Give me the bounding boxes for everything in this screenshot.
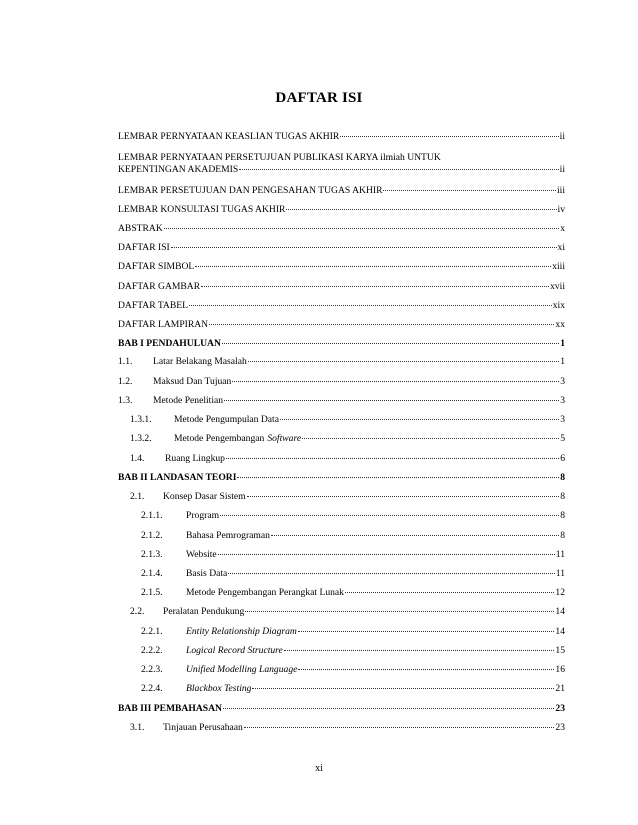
toc-page-number: ii bbox=[559, 131, 565, 142]
toc-label: Program bbox=[186, 510, 220, 521]
dot-leader bbox=[298, 669, 554, 670]
dot-leader bbox=[237, 477, 559, 478]
toc-label: LEMBAR KONSULTASI TUGAS AKHIR bbox=[118, 204, 286, 215]
dot-leader bbox=[271, 535, 559, 536]
toc-page-number: 1 bbox=[560, 338, 565, 349]
toc-label: Metode Penelitian bbox=[153, 395, 224, 406]
toc-page-number: 3 bbox=[560, 395, 565, 406]
toc-page-number: iv bbox=[557, 204, 565, 215]
dot-leader bbox=[252, 688, 554, 689]
toc-entry[interactable] bbox=[130, 453, 565, 464]
toc-entry[interactable] bbox=[118, 185, 565, 196]
toc-label: Blackbox Testing bbox=[186, 683, 252, 694]
section-number: 1.2. bbox=[118, 376, 133, 387]
toc-label: Tinjauan Perusahaan bbox=[163, 722, 243, 733]
toc-label: Metode Pengembangan Perangkat Lunak bbox=[186, 587, 344, 598]
dot-leader bbox=[345, 592, 554, 593]
toc-label: Konsep Dasar Sistem bbox=[163, 491, 246, 502]
toc-page-number: 23 bbox=[555, 703, 565, 714]
toc-label: Logical Record Structure bbox=[186, 645, 283, 656]
dot-leader bbox=[280, 419, 559, 420]
dot-leader bbox=[228, 573, 554, 574]
dot-leader bbox=[298, 631, 555, 632]
toc-page-number: xi bbox=[557, 242, 565, 253]
toc-page-number: xix bbox=[552, 300, 565, 311]
toc-page-number: 8 bbox=[560, 510, 565, 521]
dot-leader bbox=[224, 400, 559, 401]
toc-label: LEMBAR PERNYATAAN PERSETUJUAN PUBLIKASI KARYA ilmiah UNTUK bbox=[118, 152, 441, 163]
section-number: 1.3. bbox=[118, 395, 133, 406]
dot-leader bbox=[218, 554, 555, 555]
toc-chapter[interactable] bbox=[118, 338, 565, 349]
dot-leader bbox=[195, 266, 551, 267]
toc-label: Latar Belakang Masalah bbox=[153, 356, 247, 367]
toc-entry[interactable] bbox=[141, 587, 565, 598]
dot-leader bbox=[171, 247, 557, 248]
toc-entry[interactable] bbox=[118, 223, 565, 234]
toc-entry[interactable] bbox=[118, 356, 565, 367]
toc-page-number: 8 bbox=[560, 472, 565, 483]
toc-label: DAFTAR ISI bbox=[118, 242, 170, 253]
toc-entry[interactable] bbox=[141, 664, 565, 675]
dot-leader bbox=[340, 136, 558, 137]
toc-entry[interactable] bbox=[130, 606, 565, 617]
toc-page-number: xx bbox=[555, 319, 565, 330]
dot-leader bbox=[286, 209, 556, 210]
section-number: 2.1.4. bbox=[141, 568, 163, 579]
toc-label: Website bbox=[186, 549, 217, 560]
toc-entry[interactable] bbox=[141, 683, 565, 694]
toc-entry[interactable] bbox=[118, 164, 565, 175]
toc-page-number: 23 bbox=[555, 722, 565, 733]
toc-label: BAB II LANDASAN TEORI bbox=[118, 472, 237, 483]
section-number: 1.4. bbox=[130, 453, 145, 464]
toc-entry[interactable] bbox=[141, 549, 565, 560]
toc-page-number: xvii bbox=[550, 281, 565, 292]
section-number: 1.1. bbox=[118, 356, 133, 367]
toc-label: LEMBAR PERSETUJUAN DAN PENGESAHAN TUGAS AKHIR bbox=[118, 185, 383, 196]
toc-page-number: 12 bbox=[555, 587, 565, 598]
toc-entry[interactable] bbox=[141, 568, 565, 579]
toc-entry[interactable] bbox=[130, 414, 565, 425]
page-title: DAFTAR ISI bbox=[275, 90, 363, 106]
toc-entry[interactable] bbox=[118, 261, 565, 272]
section-number: 2.2.3. bbox=[141, 664, 163, 675]
toc-page-number: 11 bbox=[555, 549, 565, 560]
section-number: 2.1.1. bbox=[141, 510, 163, 521]
toc-entry[interactable] bbox=[118, 281, 565, 292]
toc-label: Entity Relationship Diagram bbox=[186, 626, 297, 637]
toc-entry[interactable] bbox=[118, 319, 565, 330]
dot-leader bbox=[226, 458, 559, 459]
section-number: 1.3.2. bbox=[130, 433, 152, 444]
dot-leader bbox=[222, 343, 559, 344]
dot-leader bbox=[284, 650, 555, 651]
toc-label: Bahasa Pemrograman bbox=[186, 530, 270, 541]
toc-label: DAFTAR GAMBAR bbox=[118, 281, 201, 292]
toc-page-number: 1 bbox=[560, 356, 565, 367]
dot-leader bbox=[245, 611, 554, 612]
toc-label: DAFTAR LAMPIRAN bbox=[118, 319, 209, 330]
toc-entry[interactable] bbox=[118, 242, 565, 253]
toc-label: Basis Data bbox=[186, 568, 228, 579]
toc-entry[interactable] bbox=[130, 722, 565, 733]
section-number: 2.1.5. bbox=[141, 587, 163, 598]
dot-leader bbox=[223, 708, 554, 709]
toc-page-number: x bbox=[560, 223, 565, 234]
toc-label: KEPENTINGAN AKADEMIS bbox=[118, 164, 239, 175]
toc-entry[interactable] bbox=[141, 530, 565, 541]
toc-label: DAFTAR TABEL bbox=[118, 300, 188, 311]
toc-page-number: 8 bbox=[560, 491, 565, 502]
toc-entry[interactable] bbox=[141, 645, 565, 656]
toc-page-number: 8 bbox=[560, 530, 565, 541]
toc-page-number: 3 bbox=[560, 376, 565, 387]
section-number: 2.2.1. bbox=[141, 626, 163, 637]
section-number: 1.3.1. bbox=[130, 414, 152, 425]
toc-page-number: iii bbox=[557, 185, 565, 196]
section-number: 2.1. bbox=[130, 491, 145, 502]
toc-entry[interactable] bbox=[118, 300, 565, 311]
toc-chapter[interactable] bbox=[118, 703, 565, 714]
dot-leader bbox=[244, 727, 555, 728]
section-number: 2.1.3. bbox=[141, 549, 163, 560]
toc-entry[interactable] bbox=[141, 626, 565, 637]
toc-label: BAB III PEMBAHASAN bbox=[118, 703, 222, 714]
dot-leader bbox=[383, 190, 556, 191]
section-number: 3.1. bbox=[130, 722, 145, 733]
toc-page-number: 21 bbox=[555, 683, 565, 694]
dot-leader bbox=[209, 324, 554, 325]
section-number: 2.2.2. bbox=[141, 645, 163, 656]
toc-label-italic: Software bbox=[267, 433, 302, 444]
toc-page-number: 16 bbox=[555, 664, 565, 675]
toc-label: Peralatan Pendukung bbox=[163, 606, 245, 617]
toc-chapter[interactable] bbox=[118, 472, 565, 483]
section-number: 2.1.2. bbox=[141, 530, 163, 541]
toc-entry[interactable] bbox=[118, 395, 565, 406]
toc-label: Unified Modelling Language bbox=[186, 664, 298, 675]
dot-leader bbox=[239, 169, 558, 170]
toc-label: Metode Pengumpulan Data bbox=[174, 414, 279, 425]
toc-entry[interactable] bbox=[118, 131, 565, 142]
toc-page-number: 3 bbox=[560, 414, 565, 425]
dot-leader bbox=[232, 381, 559, 382]
toc-page-number: ii bbox=[559, 164, 565, 175]
toc-entry[interactable] bbox=[141, 510, 565, 521]
toc-entry[interactable] bbox=[130, 491, 565, 502]
toc-page-number: 15 bbox=[555, 645, 565, 656]
toc-label: Maksud Dan Tujuan bbox=[153, 376, 232, 387]
toc-page-number: xiii bbox=[552, 261, 565, 272]
toc-page-number: 14 bbox=[555, 606, 565, 617]
toc-label: DAFTAR SIMBOL bbox=[118, 261, 195, 272]
toc-page-number: 6 bbox=[560, 453, 565, 464]
toc-page-number: 11 bbox=[555, 568, 565, 579]
toc-entry[interactable] bbox=[130, 433, 565, 444]
toc-page-number: 5 bbox=[560, 433, 565, 444]
dot-leader bbox=[302, 438, 559, 439]
dot-leader bbox=[164, 228, 559, 229]
section-number: 2.2. bbox=[130, 606, 145, 617]
dot-leader bbox=[248, 361, 559, 362]
page-number-footer: xi bbox=[315, 763, 323, 774]
toc-page-number: 14 bbox=[555, 626, 565, 637]
dot-leader bbox=[247, 496, 560, 497]
toc-label: Ruang Lingkup bbox=[165, 453, 225, 464]
toc-label: Metode Pengembangan bbox=[174, 433, 265, 444]
toc-entry-line1[interactable] bbox=[118, 152, 441, 163]
dot-leader bbox=[201, 286, 549, 287]
toc-entry[interactable] bbox=[118, 376, 565, 387]
toc-label: BAB I PENDAHULUAN bbox=[118, 338, 221, 349]
dot-leader bbox=[189, 305, 552, 306]
toc-label: ABSTRAK bbox=[118, 223, 163, 234]
toc-label: LEMBAR PERNYATAAN KEASLIAN TUGAS AKHIR bbox=[118, 131, 340, 142]
section-number: 2.2.4. bbox=[141, 683, 163, 694]
toc-entry[interactable] bbox=[118, 204, 565, 215]
dot-leader bbox=[220, 515, 559, 516]
